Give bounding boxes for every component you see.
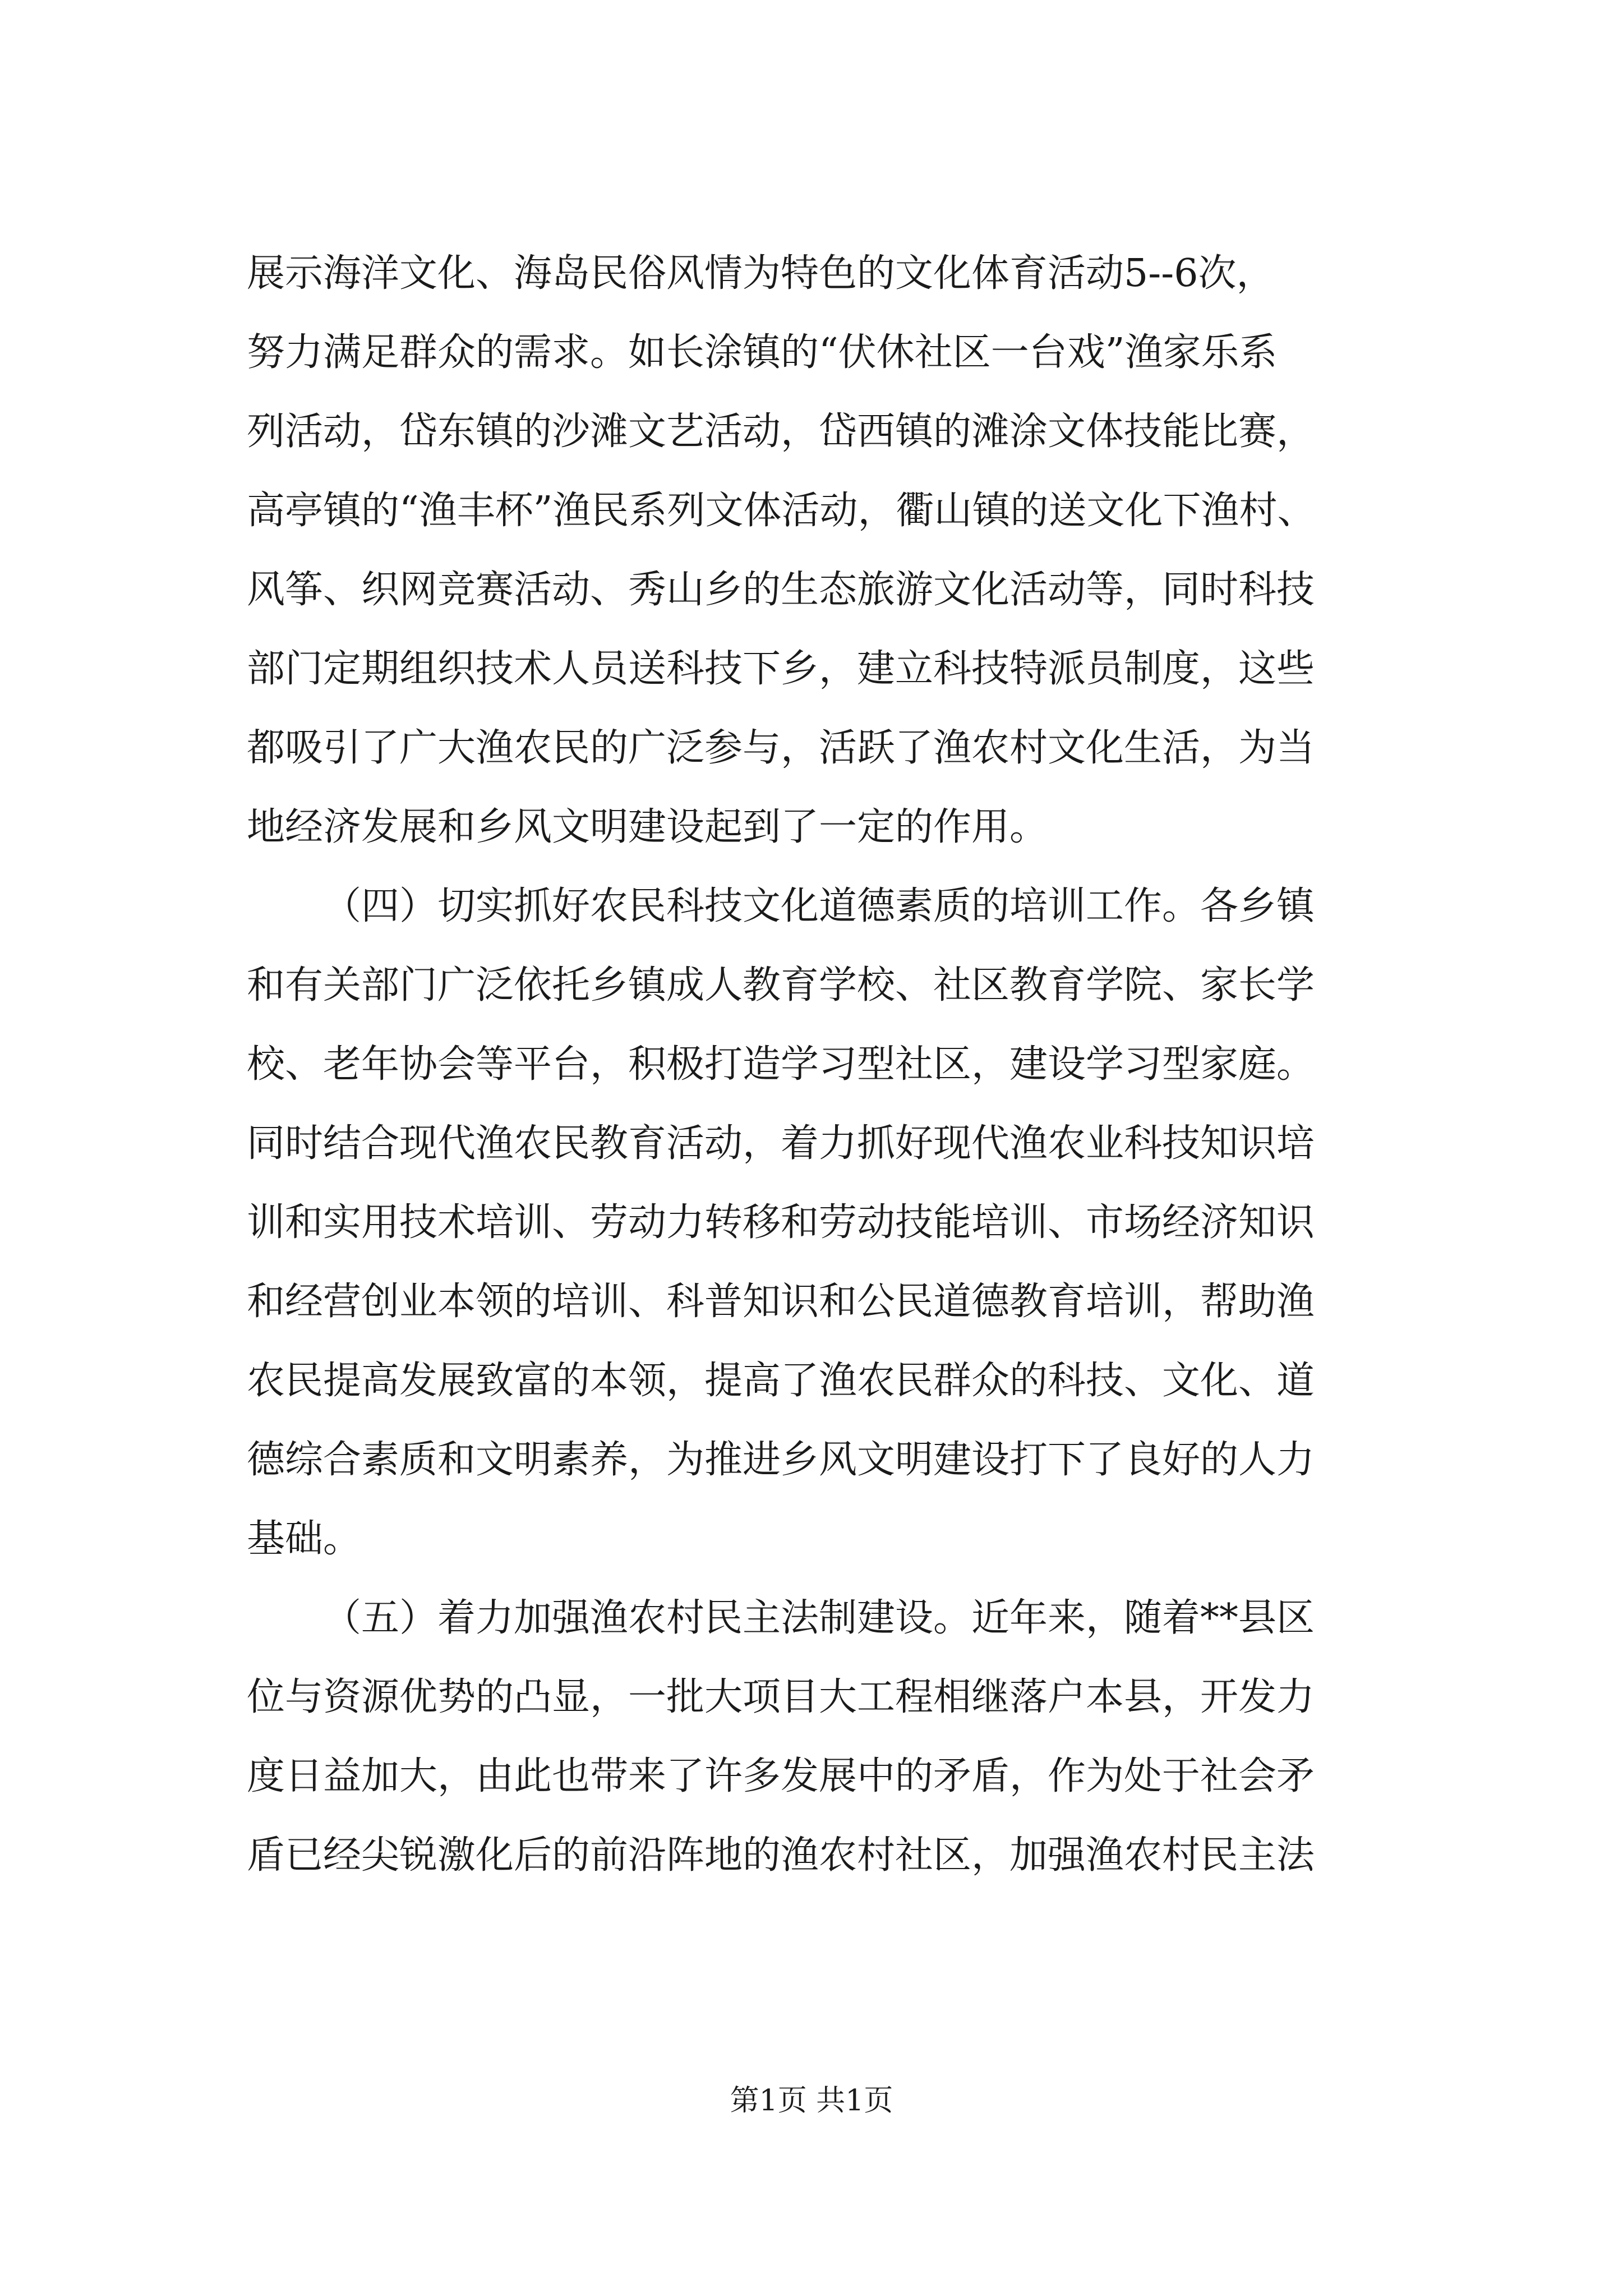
- text-line: 同时结合现代渔农民教育活动，着力抓好现代渔农业科技知识培: [247, 1121, 1315, 1166]
- paragraph-heading-4: （四）切实抓好农民科技文化道德素质的培训工作。各乡镇: [323, 884, 1315, 928]
- text-line: 部门定期组织技术人员送科技下乡，建立科技特派员制度，这些: [247, 647, 1315, 691]
- text-line: 校、老年协会等平台，积极打造学习型社区，建设学习型家庭。: [247, 1042, 1315, 1087]
- text-line: 列活动，岱东镇的沙滩文艺活动，岱西镇的滩涂文体技能比赛，: [247, 409, 1315, 454]
- text-line: 高亭镇的“渔丰杯”渔民系列文体活动，衢山镇的送文化下渔村、: [247, 489, 1316, 533]
- text-line: 德综合素质和文明素养，为推进乡风文明建设打下了良好的人力: [247, 1438, 1315, 1482]
- text-line: 和经营创业本领的培训、科普知识和公民道德教育培训，帮助渔: [247, 1280, 1315, 1324]
- text-line: 努力满足群众的需求。如长涂镇的“伏休社区一台戏”渔家乐系: [247, 330, 1278, 375]
- text-line: 基础。: [247, 1517, 362, 1561]
- text-line: 盾已经尖锐激化后的前沿阵地的渔农村社区，加强渔农村民主法: [247, 1833, 1315, 1878]
- page-footer: 第1页 共1页: [730, 2084, 893, 2118]
- text-line: 地经济发展和乡风文明建设起到了一定的作用。: [247, 805, 1048, 849]
- text-line: 位与资源优势的凸显，一批大项目大工程相继落户本县，开发力: [247, 1675, 1315, 1719]
- text-line: 训和实用技术培训、劳动力转移和劳动技能培训、市场经济知识: [247, 1200, 1315, 1245]
- text-line: 都吸引了广大渔农民的广泛参与，活跃了渔农村文化生活，为当: [247, 726, 1315, 770]
- paragraph-heading-5: （五）着力加强渔农村民主法制建设。近年来，随着**县区: [323, 1596, 1315, 1640]
- text-line: 风筝、织网竞赛活动、秀山乡的生态旅游文化活动等，同时科技: [247, 568, 1315, 612]
- text-line: 和有关部门广泛依托乡镇成人教育学校、社区教育学院、家长学: [247, 963, 1315, 1007]
- text-line: 度日益加大，由此也带来了许多发展中的矛盾，作为处于社会矛: [247, 1754, 1315, 1798]
- text-line: 展示海洋文化、海岛民俗风情为特色的文化体育活动5--6次，: [247, 251, 1275, 296]
- text-line: 农民提高发展致富的本领，提高了渔农民群众的科技、文化、道: [247, 1359, 1315, 1403]
